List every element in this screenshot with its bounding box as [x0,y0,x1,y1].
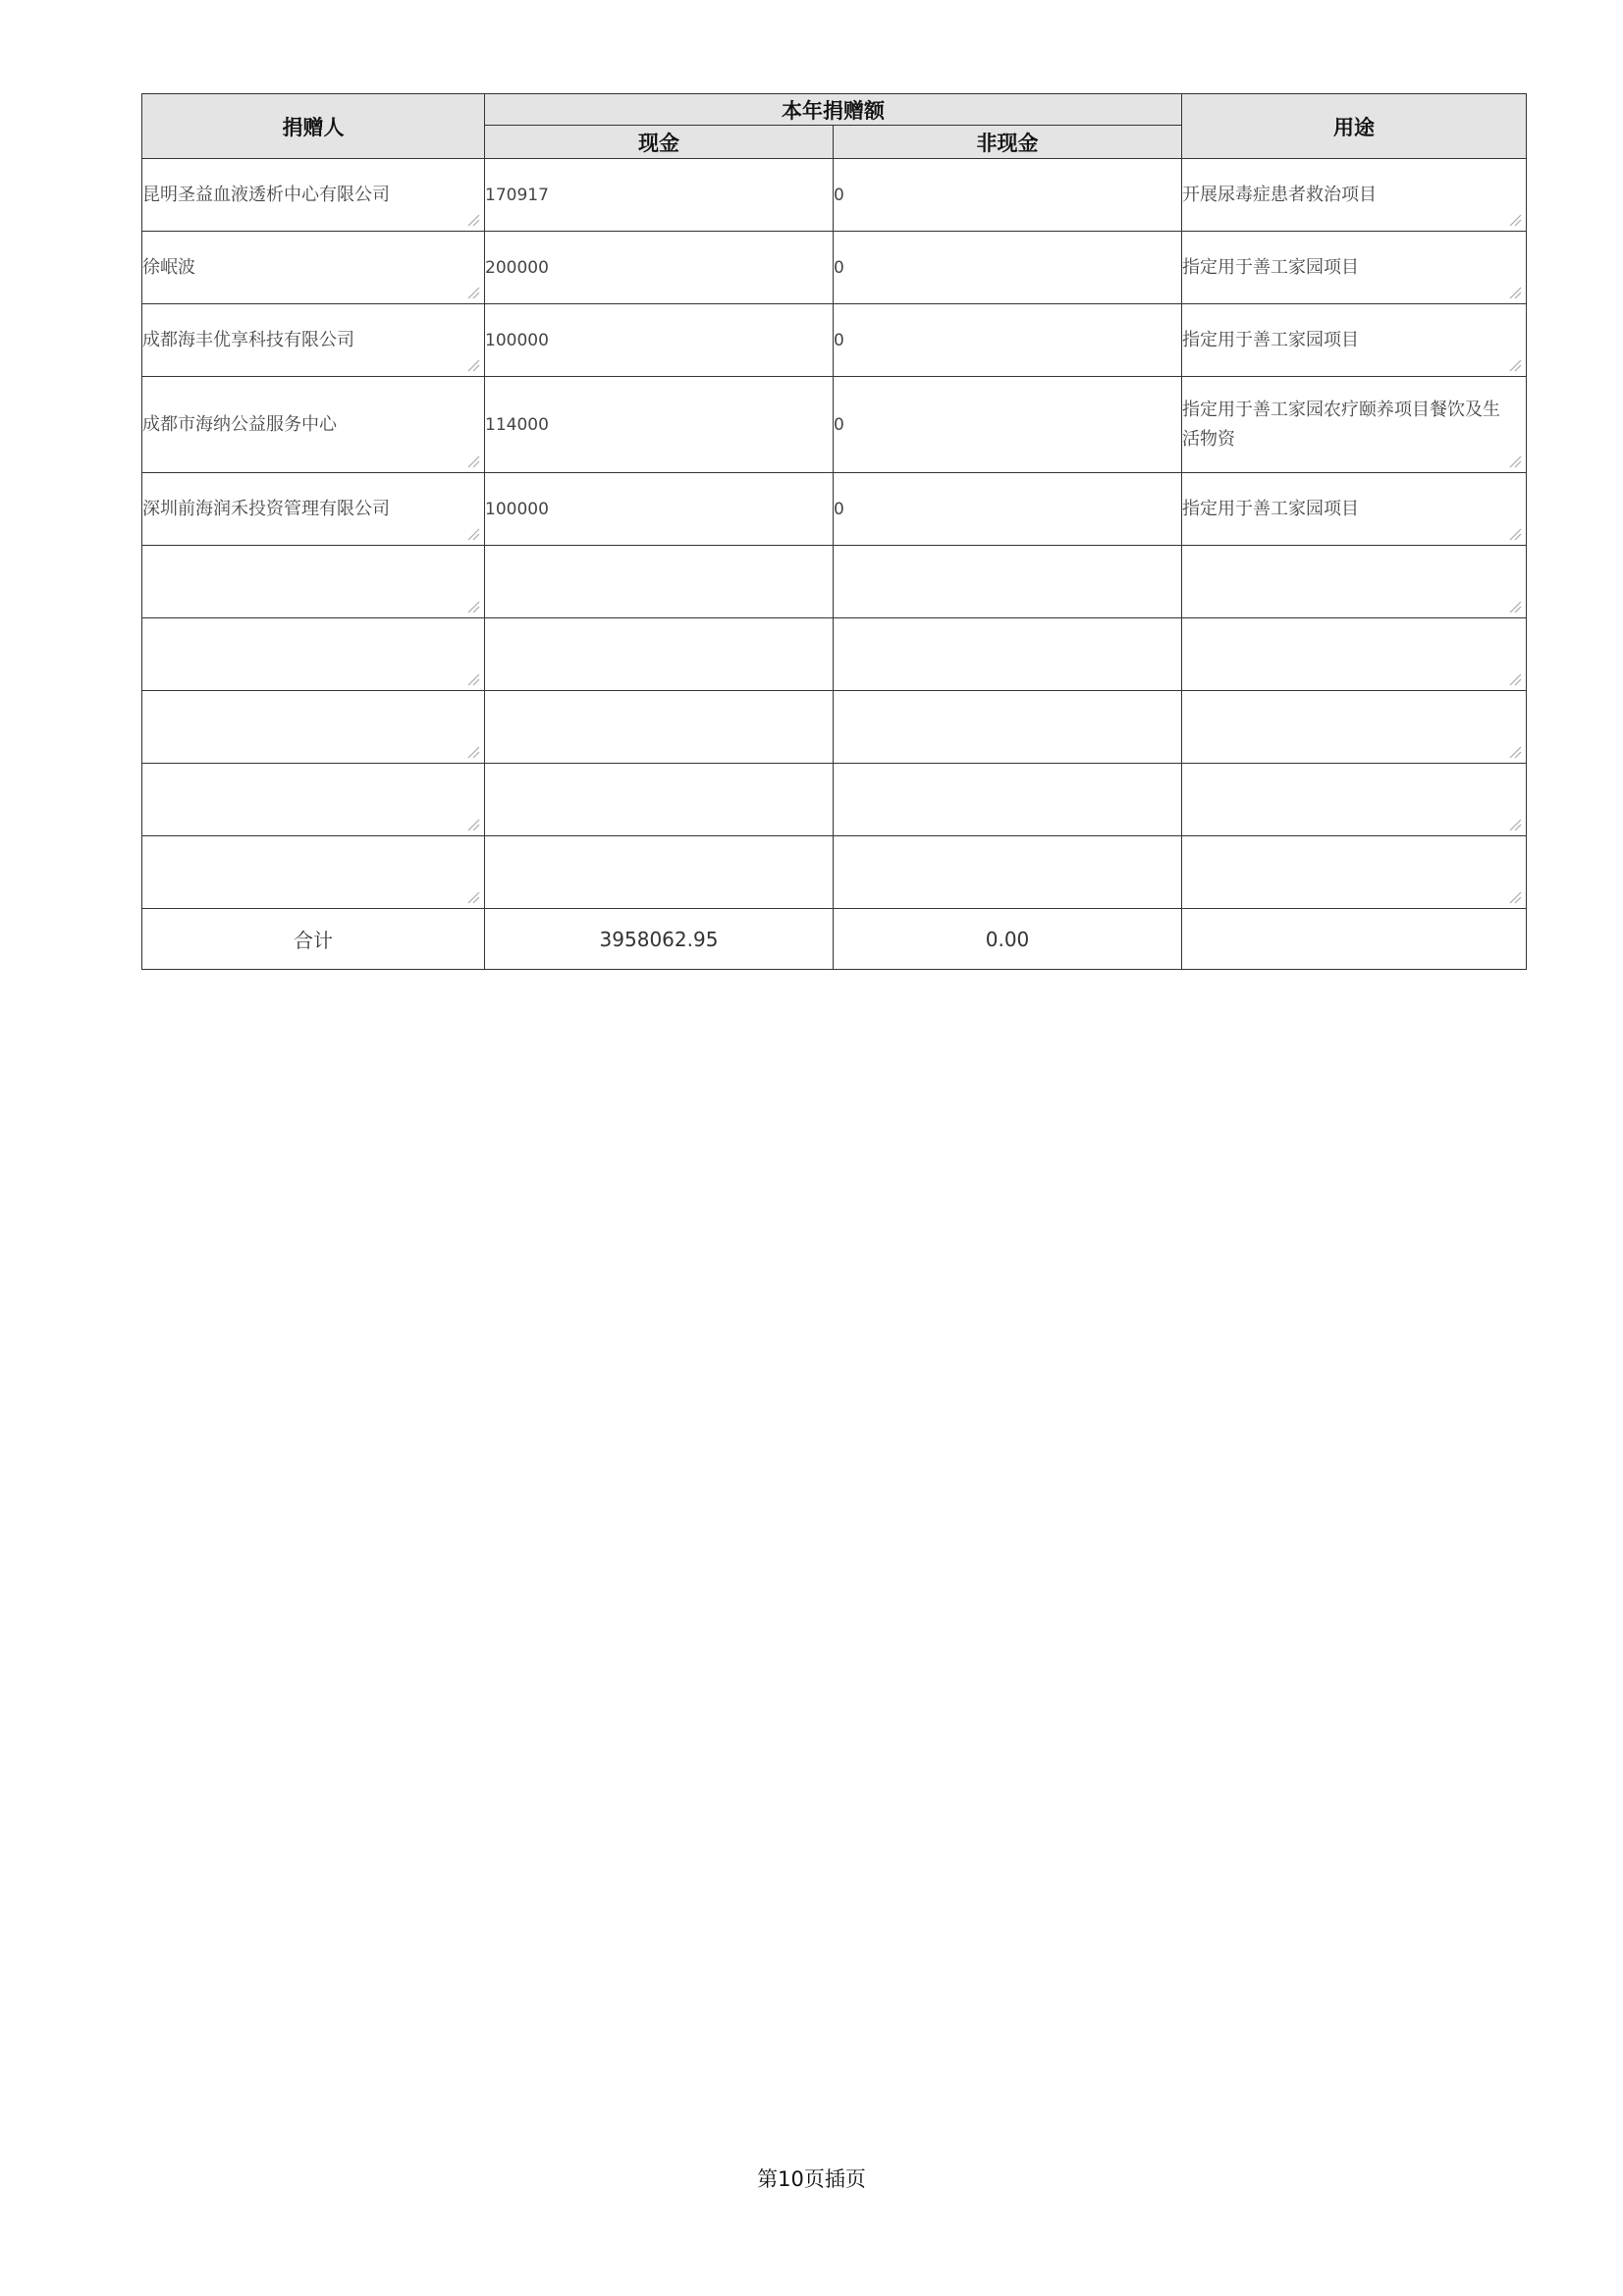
cash-field[interactable] [485,473,834,546]
donor-field-value: 昆明圣益血液透析中心有限公司 [142,184,390,205]
purpose-field[interactable] [1182,473,1527,546]
table-row [142,546,1527,618]
non-cash-field-value: 0 [834,499,844,519]
purpose-field[interactable] [1182,232,1527,304]
cash-field-value: 200000 [485,257,549,278]
purpose-field-value: 开展尿毒症患者救治项目 [1182,184,1377,205]
table-row [142,473,1527,546]
table-row [142,304,1527,377]
non-cash-field-value: 0 [834,330,844,350]
non-cash-field[interactable] [834,618,1182,691]
purpose-field[interactable] [1182,377,1527,473]
resize-handle-icon[interactable] [466,745,480,759]
cash-field-value: 100000 [485,330,549,350]
cash-field[interactable] [485,232,834,304]
donor-field[interactable] [142,618,485,691]
header-non-cash: 非现金 [834,126,1182,159]
resize-handle-icon[interactable] [466,527,480,541]
non-cash-field[interactable] [834,546,1182,618]
resize-handle-icon[interactable] [1508,672,1522,686]
donor-field-value: 成都市海纳公益服务中心 [142,413,337,435]
resize-handle-icon[interactable] [1508,358,1522,372]
donor-field[interactable] [142,304,485,377]
header-cash: 现金 [485,126,834,159]
resize-handle-icon[interactable] [1508,600,1522,614]
cash-field[interactable] [485,691,834,764]
page-number-label: 第10页插页 [757,2167,866,2191]
purpose-field[interactable] [1182,546,1527,618]
resize-handle-icon[interactable] [1508,454,1522,468]
total-non-cash: 0.00 [834,909,1182,970]
resize-handle-icon[interactable] [466,890,480,904]
purpose-field[interactable] [1182,836,1527,909]
non-cash-field[interactable] [834,691,1182,764]
donor-field[interactable] [142,546,485,618]
cash-field[interactable] [485,304,834,377]
table-row [142,159,1527,232]
cash-field[interactable] [485,159,834,232]
donor-field[interactable] [142,764,485,836]
donation-table [141,93,1527,970]
resize-handle-icon[interactable] [1508,818,1522,831]
cash-field-value: 170917 [485,185,549,205]
donor-field-value: 徐岷波 [142,256,195,278]
resize-handle-icon[interactable] [1508,286,1522,299]
non-cash-field[interactable] [834,304,1182,377]
purpose-field[interactable] [1182,159,1527,232]
table-body [142,159,1527,909]
donor-field-value: 深圳前海润禾投资管理有限公司 [142,498,390,519]
donor-field[interactable] [142,377,485,473]
purpose-field[interactable] [1182,304,1527,377]
cash-field-value: 114000 [485,414,549,435]
donor-field[interactable] [142,473,485,546]
resize-handle-icon[interactable] [466,818,480,831]
resize-handle-icon[interactable] [466,213,480,227]
donor-field[interactable] [142,159,485,232]
donor-field[interactable] [142,232,485,304]
total-purpose [1182,909,1527,970]
header-purpose: 用途 [1182,94,1527,159]
non-cash-field[interactable] [834,836,1182,909]
purpose-field[interactable] [1182,618,1527,691]
non-cash-field[interactable] [834,377,1182,473]
total-label: 合计 [142,909,485,970]
donor-field[interactable] [142,836,485,909]
non-cash-field[interactable] [834,764,1182,836]
total-row [142,909,1527,970]
table-row [142,691,1527,764]
non-cash-field[interactable] [834,159,1182,232]
resize-handle-icon[interactable] [1508,527,1522,541]
non-cash-field-value: 0 [834,414,844,435]
table-row [142,377,1527,473]
resize-handle-icon[interactable] [466,358,480,372]
table-row [142,764,1527,836]
resize-handle-icon[interactable] [466,600,480,614]
purpose-field-value: 指定用于善工家园项目 [1182,256,1359,278]
header-donor: 捐赠人 [142,94,485,159]
purpose-field[interactable] [1182,764,1527,836]
non-cash-field-value: 0 [834,185,844,205]
cash-field[interactable] [485,836,834,909]
cash-field-value: 100000 [485,499,549,519]
resize-handle-icon[interactable] [1508,213,1522,227]
resize-handle-icon[interactable] [466,286,480,299]
purpose-field-value: 指定用于善工家园项目 [1182,329,1359,350]
table-row [142,618,1527,691]
purpose-field-value: 指定用于善工家园农疗颐养项目餐饮及生活物资 [1182,399,1500,450]
donor-field-value: 成都海丰优享科技有限公司 [142,329,354,350]
cash-field[interactable] [485,377,834,473]
table-row [142,836,1527,909]
donor-field[interactable] [142,691,485,764]
non-cash-field[interactable] [834,473,1182,546]
purpose-field-value: 指定用于善工家园项目 [1182,498,1359,519]
cash-field[interactable] [485,546,834,618]
header-amount-group: 本年捐赠额 [485,94,1182,126]
resize-handle-icon[interactable] [466,454,480,468]
non-cash-field[interactable] [834,232,1182,304]
table-row [142,232,1527,304]
resize-handle-icon[interactable] [466,672,480,686]
purpose-field[interactable] [1182,691,1527,764]
non-cash-field-value: 0 [834,257,844,278]
cash-field[interactable] [485,618,834,691]
cash-field[interactable] [485,764,834,836]
resize-handle-icon[interactable] [1508,890,1522,904]
resize-handle-icon[interactable] [1508,745,1522,759]
total-cash: 3958062.95 [485,909,834,970]
